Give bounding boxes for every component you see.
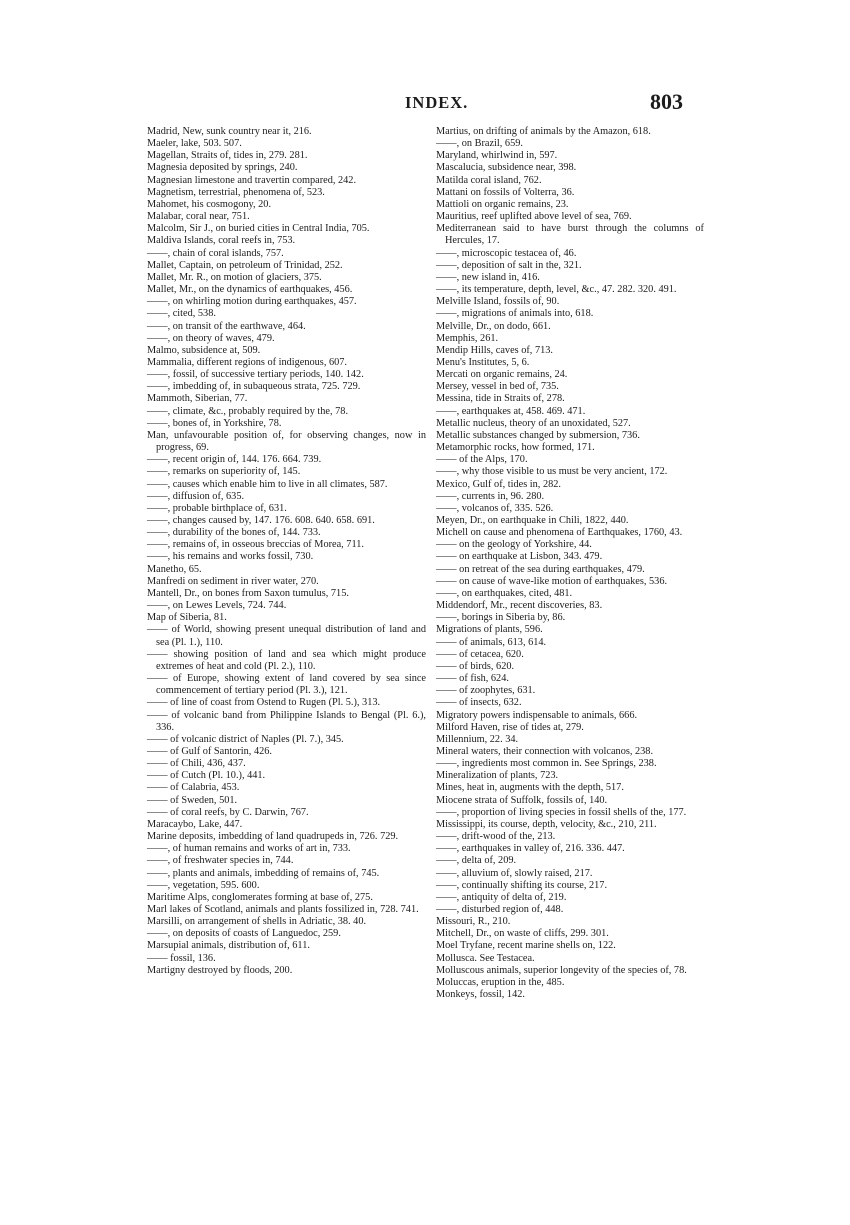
index-entry: ——, on Lewes Levels, 724. 744. xyxy=(147,600,287,612)
index-entry: Madrid, New, sunk country near it, 216. xyxy=(147,126,312,137)
index-entry: ——, remains of, in osseous breccias of Morea, 711. xyxy=(147,539,364,551)
index-entry: ——, vegetation, 595. 600. xyxy=(147,879,260,891)
index-entry: ——, new island in, 416. xyxy=(436,271,540,283)
page-number: 803 xyxy=(650,89,683,114)
index-entry: Michell on cause and phenomena of Earthquakes, 1760, 43. xyxy=(436,527,683,539)
index-entry: ——, disturbed region of, 448. xyxy=(436,904,564,915)
index-entry: ——, on deposits of coasts of Languedoc, 259. xyxy=(147,928,341,940)
index-entry: Mercati on organic remains, 24. xyxy=(436,369,568,381)
index-entry: ——, climate, &c., probably required by the, 78. xyxy=(147,405,349,417)
index-entry: Mineralization of plants, 723. xyxy=(436,770,559,782)
index-entry: Mantell, Dr., on bones from Saxon tumulus, 715. xyxy=(147,587,349,599)
index-entry: —— of Sweden, 501. xyxy=(147,794,238,806)
index-entry: ——, bones of, in Yorkshire, 78. xyxy=(147,417,282,429)
index-entry: ——, probable birthplace of, 631. xyxy=(147,502,287,514)
index-entry: Marsupial animals, distribution of, 611. xyxy=(147,940,310,952)
index-entry: ——, borings in Siberia by, 86. xyxy=(436,612,566,624)
index-entry: Millennium, 22. 34. xyxy=(436,733,519,745)
index-entry: ——, causes which enable him to live in all climates, 587. xyxy=(147,478,388,490)
index-entry: Metamorphic rocks, how formed, 171. xyxy=(436,442,595,454)
index-entry: Mallet, Mr. R., on motion of glaciers, 375. xyxy=(147,271,322,283)
index-entry: —— of zoophytes, 631. xyxy=(436,685,536,697)
index-entry: ——, chain of coral islands, 757. xyxy=(147,247,284,259)
index-entry: Memphis, 261. xyxy=(436,332,499,344)
index-entry: Mallet, Mr., on the dynamics of earthquakes, 456. xyxy=(147,284,353,296)
index-entry: Meyen, Dr., on earthquake in Chili, 1822, 440. xyxy=(436,515,629,526)
index-entry: Mattioli on organic remains, 23. xyxy=(436,198,569,210)
index-entry: ——, volcanos of, 335. 526. xyxy=(436,502,554,514)
index-entry: Metallic substances changed by submersion, 736. xyxy=(436,429,640,441)
index-entry: ——, durability of the bones of, 144. 733. xyxy=(147,527,321,539)
index-entry: ——, on transit of the earthwave, 464. xyxy=(147,320,306,332)
index-entry: Maryland, whirlwind in, 597. xyxy=(436,150,558,162)
index-column-right xyxy=(436,126,704,1001)
index-entry: ——, deposition of salt in the, 321. xyxy=(436,259,582,271)
index-entry: —— fossil, 136. xyxy=(147,952,216,964)
index-entry: Maritime Alps, conglomerates forming at base of, 275. xyxy=(147,891,373,903)
index-entry: Mammalia, different regions of indigenous, 607. xyxy=(147,356,347,368)
index-entry: Melville Island, fossils of, 90. xyxy=(436,296,560,308)
index-entry: Mitchell, Dr., on waste of cliffs, 299. 301. xyxy=(436,928,609,940)
index-entry: ——, on whirling motion during earthquakes, 457. xyxy=(147,296,357,308)
index-entry: —— of Gulf of Santorin, 426. xyxy=(147,745,272,757)
index-entry: —— of Europe, showing extent of land covered by sea since commencement of tertiary period (Pl. 3.), 121. xyxy=(147,673,426,697)
index-entry: Mersey, vessel in bed of, 735. xyxy=(436,381,559,393)
index-entry: Molluscous animals, superior longevity of the species of, 78. xyxy=(436,964,687,976)
index-entry: Mauritius, reef uplifted above level of sea, 769. xyxy=(436,211,632,223)
index-entry: —— showing position of land and sea which might produce extremes of heat and cold (Pl. 2.), 110. xyxy=(147,648,426,672)
index-entry: Maldiva Islands, coral reefs in, 753. xyxy=(147,235,296,247)
index-entry: Mattani on fossils of Volterra, 36. xyxy=(436,186,575,198)
page-header xyxy=(0,89,850,121)
index-entry: ——, his remains and works fossil, 730. xyxy=(147,551,314,563)
index-column-left xyxy=(147,126,426,977)
index-entry: ——, recent origin of, 144. 176. 664. 739. xyxy=(147,454,322,466)
index-entry: ——, on Brazil, 659. xyxy=(436,138,523,150)
index-entry: Mollusca. See Testacea. xyxy=(436,952,535,964)
index-entry: —— of line of coast from Ostend to Rugen (Pl. 5.), 313. xyxy=(147,697,381,709)
index-entry: —— of animals, 613, 614. xyxy=(436,636,547,648)
index-entry: ——, of human remains and works of art in, 733. xyxy=(147,843,351,855)
index-entry: Mediterranean said to have burst through the columns of Hercules, 17. xyxy=(436,223,704,247)
index-entry: Metallic nucleus, theory of an unoxidated, 527. xyxy=(436,417,631,429)
index-entry: Mallet, Captain, on petroleum of Trinidad, 252. xyxy=(147,259,343,271)
index-entry: Maeler, lake, 503. 507. xyxy=(147,138,242,150)
index-entry: —— of World, showing present unequal distribution of land and sea (Pl. 1.), 110. xyxy=(147,624,426,648)
index-entry: Marl lakes of Scotland, animals and plants fossilized in, 728. 741. xyxy=(147,904,419,915)
index-entry: Manetho, 65. xyxy=(147,563,202,575)
index-entry: ——, earthquakes in valley of, 216. 336. 447. xyxy=(436,843,625,855)
index-entry: —— of birds, 620. xyxy=(436,660,515,672)
index-entry: —— of volcanic district of Naples (Pl. 7.), 345. xyxy=(147,733,344,745)
index-entry: —— of insects, 632. xyxy=(436,697,522,709)
index-entry: —— on the geology of Yorkshire, 44. xyxy=(436,539,592,551)
index-entry: Mines, heat in, augments with the depth, 517. xyxy=(436,782,624,794)
index-entry: Malcolm, Sir J., on buried cities in Central India, 705. xyxy=(147,223,370,235)
index-entry: —— of Cutch (Pl. 10.), 441. xyxy=(147,770,266,782)
index-entry: Middendorf, Mr., recent discoveries, 83. xyxy=(436,600,603,612)
index-entry: Magnesian limestone and travertin compared, 242. xyxy=(147,174,357,186)
index-entry: Moel Tryfane, recent marine shells on, 122. xyxy=(436,940,616,952)
index-entry: —— of volcanic band from Philippine Islands to Bengal (Pl. 6.), 336. xyxy=(147,709,426,733)
index-entry: Magellan, Straits of, tides in, 279. 281. xyxy=(147,150,308,162)
index-entry: Manfredi on sediment in river water, 270. xyxy=(147,575,319,587)
index-entry: Man, unfavourable position of, for observing changes, now in progress, 69. xyxy=(147,429,426,454)
index-entry: ——, on theory of waves, 479. xyxy=(147,332,275,344)
running-head: INDEX. xyxy=(405,93,469,112)
index-entry: Migratory powers indispensable to animals, 666. xyxy=(436,709,638,721)
index-entry: Maracaybo, Lake, 447. xyxy=(147,818,243,830)
index-entry: ——, on earthquakes, cited, 481. xyxy=(436,587,573,599)
index-entry: Martigny destroyed by floods, 200. xyxy=(147,964,293,976)
index-entry: Mendip Hills, caves of, 713. xyxy=(436,344,553,356)
index-entry: —— of Chili, 436, 437. xyxy=(147,758,246,770)
index-entry: ——, cited, 538. xyxy=(147,308,216,320)
index-entry: Malmo, subsidence at, 509. xyxy=(147,344,261,356)
index-entry: —— of fish, 624. xyxy=(436,673,509,685)
index-entry: Missouri, R., 210. xyxy=(436,916,511,928)
index-entry: ——, migrations of animals into, 618. xyxy=(436,308,594,320)
index-entry: Miocene strata of Suffolk, fossils of, 140. xyxy=(436,794,608,806)
index-entry: Marsilli, on arrangement of shells in Adriatic, 38. 40. xyxy=(147,916,367,928)
index-entry: —— on retreat of the sea during earthquakes, 479. xyxy=(436,563,645,575)
index-entry: Magnetism, terrestrial, phenomena of, 523. xyxy=(147,186,325,198)
index-entry: ——, why those visible to us must be very ancient, 172. xyxy=(436,466,668,478)
index-entry: ——, drift-wood of the, 213. xyxy=(436,831,556,843)
index-entry: Map of Siberia, 81. xyxy=(147,612,227,624)
index-entry: Milford Haven, rise of tides at, 279. xyxy=(436,721,584,733)
index-entry: ——, remarks on superiority of, 145. xyxy=(147,466,301,478)
index-entry: —— of Calabria, 453. xyxy=(147,782,240,794)
index-entry: ——, currents in, 96. 280. xyxy=(436,490,545,502)
index-entry: Moluccas, eruption in the, 485. xyxy=(436,976,565,988)
index-entry: Matilda coral island, 762. xyxy=(436,174,542,186)
index-entry: —— on cause of wave-like motion of earthquakes, 536. xyxy=(436,575,668,587)
index-entry: ——, ingredients most common in. See Springs, 238. xyxy=(436,758,657,770)
index-entry: Mineral waters, their connection with volcanos, 238. xyxy=(436,745,654,757)
index-entry: Malabar, coral near, 751. xyxy=(147,211,250,223)
index-entry: —— on earthquake at Lisbon, 343. 479. xyxy=(436,551,603,563)
index-entry: Marine deposits, imbedding of land quadrupeds in, 726. 729. xyxy=(147,831,399,843)
index-entry: ——, changes caused by, 147. 176. 608. 640. 658. 691. xyxy=(147,515,375,526)
index-entry: Mascalucia, subsidence near, 398. xyxy=(436,162,577,174)
index-entry: ——, imbedding of, in subaqueous strata, 725. 729. xyxy=(147,381,361,393)
index-entry: ——, earthquakes at, 458. 469. 471. xyxy=(436,405,586,417)
index-entry: ——, plants and animals, imbedding of remains of, 745. xyxy=(147,867,380,879)
index-entry: Messina, tide in Straits of, 278. xyxy=(436,393,565,405)
index-entry: ——, antiquity of delta of, 219. xyxy=(436,891,567,903)
index-entry: ——, continually shifting its course, 217. xyxy=(436,879,608,891)
index-entry: Mexico, Gulf of, tides in, 282. xyxy=(436,478,561,490)
index-entry: —— of the Alps, 170. xyxy=(436,454,528,466)
index-entry: ——, diffusion of, 635. xyxy=(147,490,245,502)
index-entry: Melville, Dr., on dodo, 661. xyxy=(436,320,551,332)
index-entry: ——, microscopic testacea of, 46. xyxy=(436,247,577,259)
index-entry: ——, delta of, 209. xyxy=(436,855,517,867)
index-entry: ——, its temperature, depth, level, &c., 47. 282. 320. 491. xyxy=(436,284,677,296)
index-entry: —— of cetacea, 620. xyxy=(436,648,524,660)
index-entry: Migrations of plants, 596. xyxy=(436,624,543,636)
index-entry: Mississippi, its course, depth, velocity, &c., 210, 211. xyxy=(436,818,657,830)
index-entry: Menu's Institutes, 5, 6. xyxy=(436,356,530,368)
index-entry: ——, proportion of living species in fossil shells of the, 177. xyxy=(436,806,687,818)
index-entry: Monkeys, fossil, 142. xyxy=(436,989,525,1001)
index-entry: ——, of freshwater species in, 744. xyxy=(147,855,294,867)
index-entry: —— of coral reefs, by C. Darwin, 767. xyxy=(147,806,309,818)
index-entry: Magnesia deposited by springs, 240. xyxy=(147,162,298,174)
index-entry: Mammoth, Siberian, 77. xyxy=(147,393,248,405)
index-entry: Martius, on drifting of animals by the Amazon, 618. xyxy=(436,126,651,137)
index-entry: Mahomet, his cosmogony, 20. xyxy=(147,198,272,210)
index-entry: ——, fossil, of successive tertiary periods, 140. 142. xyxy=(147,369,364,381)
index-entry: ——, alluvium of, slowly raised, 217. xyxy=(436,867,593,879)
